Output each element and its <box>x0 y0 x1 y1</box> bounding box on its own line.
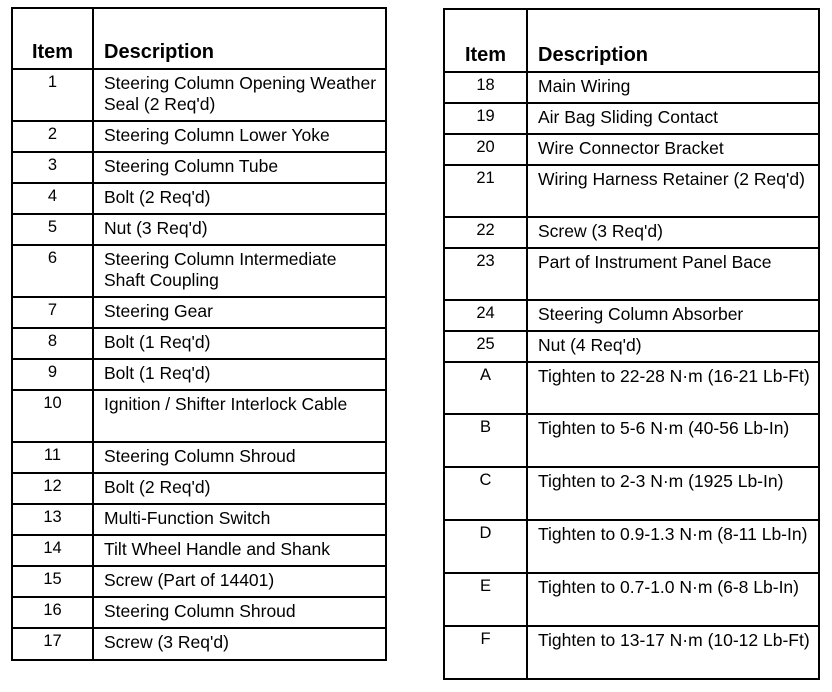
item-description: Screw (Part of 14401) <box>93 566 386 597</box>
item-column-header: Item <box>12 8 93 69</box>
item-description: Tighten to 13-17 N·m (10-12 Lb-Ft) <box>527 626 819 679</box>
item-description: Tighten to 22-28 N·m (16-21 Lb-Ft) <box>527 362 819 414</box>
table-row <box>444 103 819 134</box>
table-row <box>12 442 386 473</box>
item-description: Screw (3 Req'd) <box>93 628 386 660</box>
table-row <box>444 300 819 331</box>
item-number: 9 <box>12 359 93 390</box>
item-description: Screw (3 Req'd) <box>527 217 819 248</box>
item-number: 20 <box>444 134 527 165</box>
table-row <box>444 626 819 679</box>
table-row <box>12 535 386 566</box>
item-number: 5 <box>12 214 93 245</box>
table-row <box>12 504 386 535</box>
item-description: Tighten to 0.9-1.3 N·m (8-11 Lb-In) <box>527 520 819 573</box>
table-row <box>444 573 819 626</box>
item-description: Bolt (2 Req'd) <box>93 183 386 214</box>
table-row <box>12 473 386 504</box>
item-number: 6 <box>12 245 93 297</box>
item-number: E <box>444 573 527 626</box>
table-row <box>12 359 386 390</box>
table-row <box>12 121 386 152</box>
table-row <box>12 566 386 597</box>
item-number: 21 <box>444 165 527 217</box>
table-row <box>12 214 386 245</box>
item-number: 8 <box>12 328 93 359</box>
item-number: C <box>444 467 527 520</box>
table-row <box>444 362 819 414</box>
item-number: 7 <box>12 297 93 328</box>
left-legend-body <box>12 8 386 660</box>
item-description: Steering Gear <box>93 297 386 328</box>
item-number: F <box>444 626 527 679</box>
item-number: 23 <box>444 248 527 300</box>
item-description: Steering Column Shroud <box>93 597 386 628</box>
item-description: Steering Column Lower Yoke <box>93 121 386 152</box>
table-row <box>444 331 819 362</box>
item-number: 22 <box>444 217 527 248</box>
item-number: 11 <box>12 442 93 473</box>
item-number: 15 <box>12 566 93 597</box>
item-description: Steering Column Tube <box>93 152 386 183</box>
item-description: Tighten to 0.7-1.0 N·m (6-8 Lb-In) <box>527 573 819 626</box>
description-column-header: Description <box>527 9 819 72</box>
item-description: Steering Column Opening Weather Seal (2 Req'd) <box>93 69 386 121</box>
table-row <box>12 390 386 442</box>
item-number: 10 <box>12 390 93 442</box>
item-number: 24 <box>444 300 527 331</box>
table-row <box>444 467 819 520</box>
table-row <box>444 72 819 103</box>
item-description: Nut (4 Req'd) <box>527 331 819 362</box>
table-row <box>444 414 819 467</box>
right-legend-body <box>444 9 819 679</box>
left-legend-table <box>11 7 387 661</box>
table-row <box>444 248 819 300</box>
item-number: B <box>444 414 527 467</box>
item-description: Tilt Wheel Handle and Shank <box>93 535 386 566</box>
item-number: 16 <box>12 597 93 628</box>
table-row <box>444 165 819 217</box>
item-description: Tighten to 5-6 N·m (40-56 Lb-In) <box>527 414 819 467</box>
item-description: Steering Column Intermediate Shaft Coupling <box>93 245 386 297</box>
item-description: Ignition / Shifter Interlock Cable <box>93 390 386 442</box>
item-description: Wire Connector Bracket <box>527 134 819 165</box>
right-legend-table <box>443 8 820 680</box>
item-number: 12 <box>12 473 93 504</box>
table-row <box>12 628 386 660</box>
left-header-row <box>12 8 386 69</box>
item-number: 3 <box>12 152 93 183</box>
item-description: Wiring Harness Retainer (2 Req'd) <box>527 165 819 217</box>
item-description: Tighten to 2-3 N·m (1925 Lb-In) <box>527 467 819 520</box>
item-number: D <box>444 520 527 573</box>
table-row <box>444 520 819 573</box>
item-description: Air Bag Sliding Contact <box>527 103 819 134</box>
item-number: 4 <box>12 183 93 214</box>
table-row <box>444 134 819 165</box>
item-description: Part of Instrument Panel Bace <box>527 248 819 300</box>
item-description: Main Wiring <box>527 72 819 103</box>
table-row <box>12 152 386 183</box>
item-number: A <box>444 362 527 414</box>
item-number: 1 <box>12 69 93 121</box>
item-number: 19 <box>444 103 527 134</box>
item-description: Bolt (2 Req'd) <box>93 473 386 504</box>
item-description: Bolt (1 Req'd) <box>93 359 386 390</box>
item-number: 2 <box>12 121 93 152</box>
table-row <box>12 597 386 628</box>
item-description: Nut (3 Req'd) <box>93 214 386 245</box>
item-number: 14 <box>12 535 93 566</box>
item-number: 25 <box>444 331 527 362</box>
item-number: 17 <box>12 628 93 660</box>
right-header-row <box>444 9 819 72</box>
item-description: Bolt (1 Req'd) <box>93 328 386 359</box>
table-row <box>12 328 386 359</box>
item-description: Steering Column Shroud <box>93 442 386 473</box>
item-number: 13 <box>12 504 93 535</box>
table-row <box>12 69 386 121</box>
table-row <box>12 245 386 297</box>
item-description: Multi-Function Switch <box>93 504 386 535</box>
item-description: Steering Column Absorber <box>527 300 819 331</box>
table-row <box>444 217 819 248</box>
description-column-header: Description <box>93 8 386 69</box>
item-column-header: Item <box>444 9 527 72</box>
table-row <box>12 183 386 214</box>
item-number: 18 <box>444 72 527 103</box>
table-row <box>12 297 386 328</box>
